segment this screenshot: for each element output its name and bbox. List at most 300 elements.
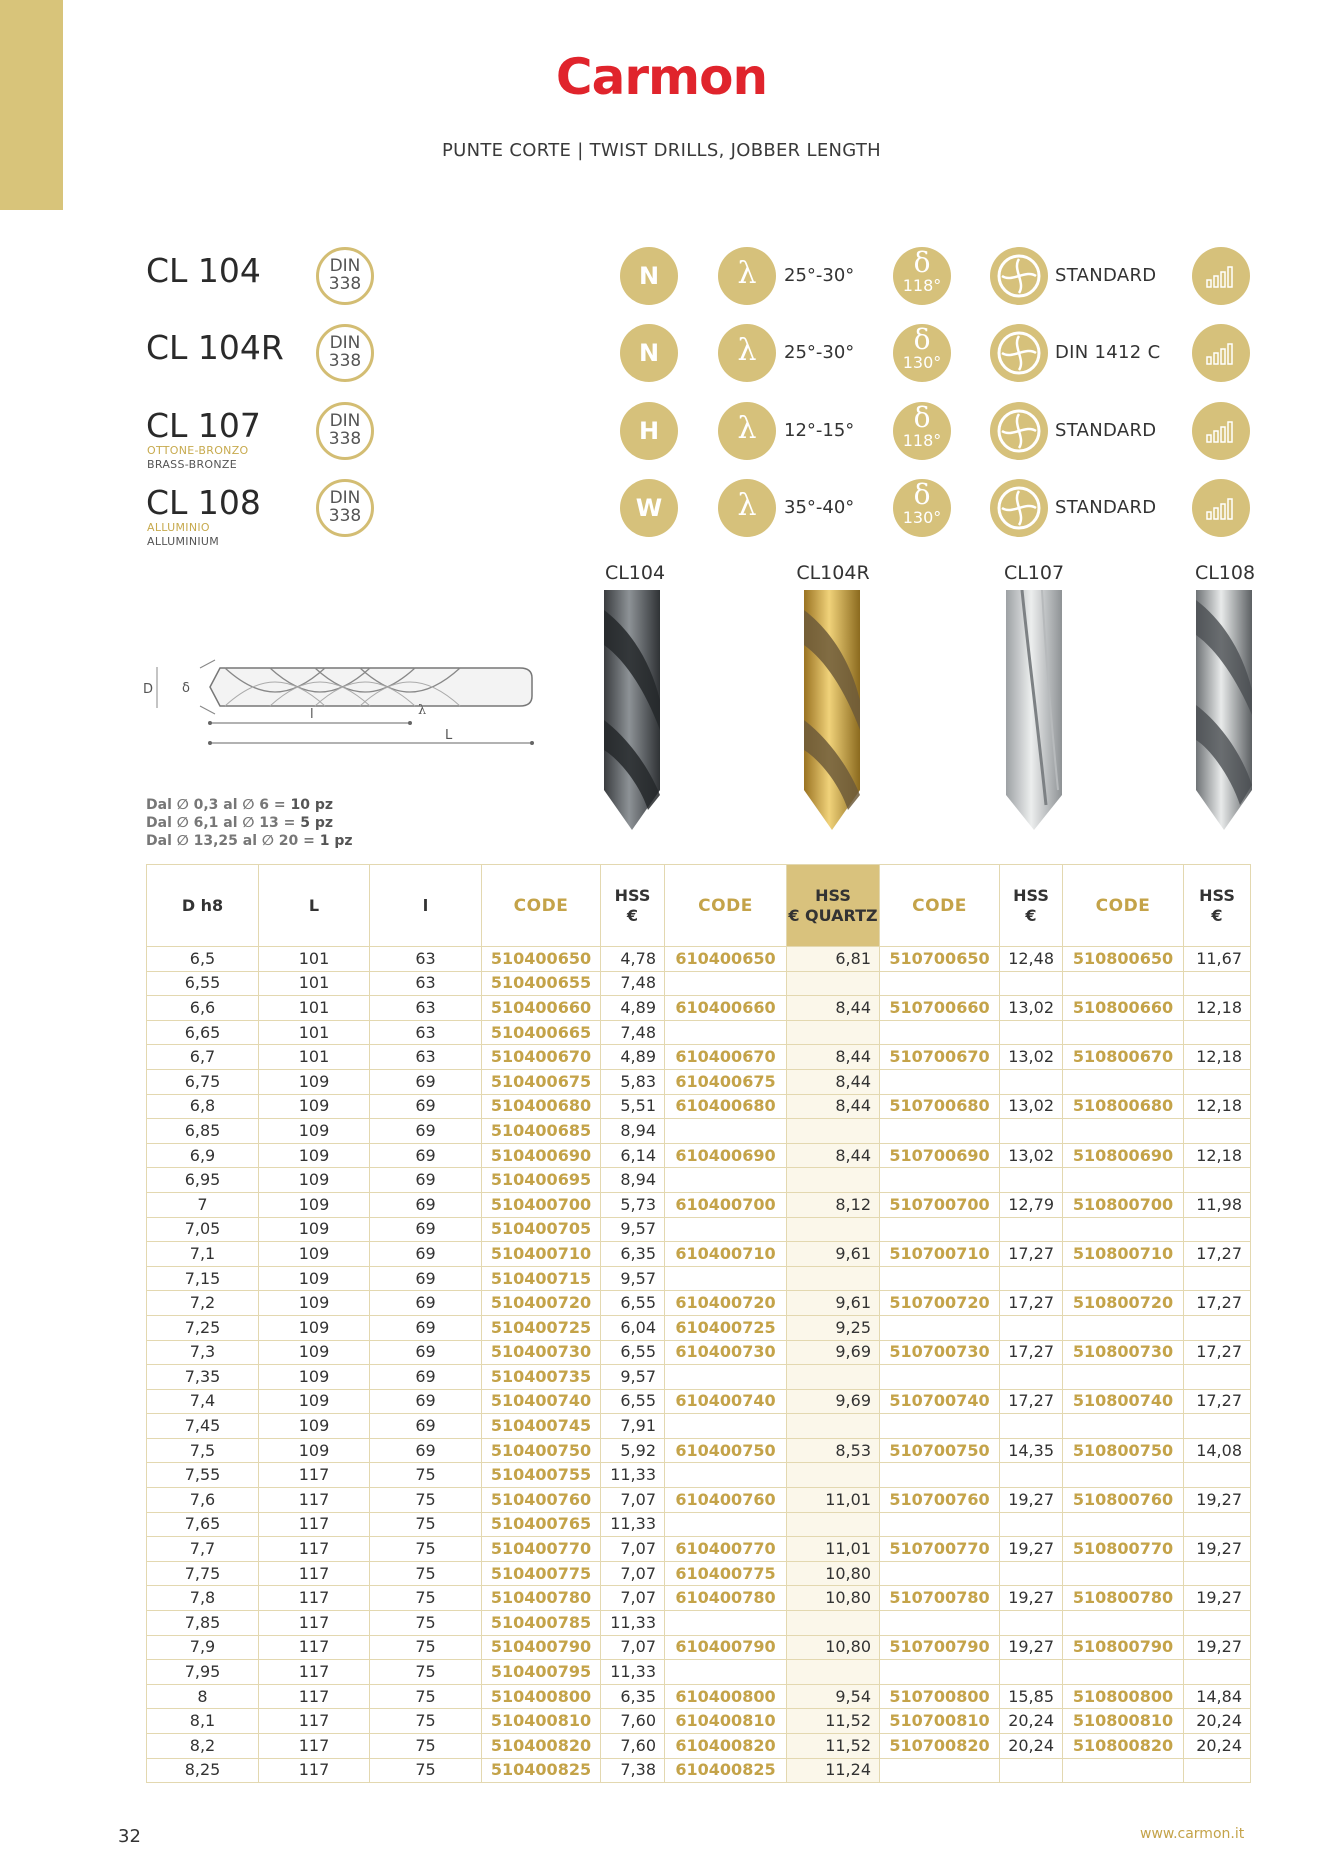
- table-cell: [1184, 1561, 1251, 1586]
- table-cell: 7,7: [147, 1537, 259, 1562]
- table-row: [147, 947, 1251, 972]
- table-cell: 6,5: [147, 947, 259, 972]
- table-cell: 610400750: [665, 1438, 787, 1463]
- table-cell: 510700770: [880, 1537, 1000, 1562]
- table-cell: [1063, 1414, 1184, 1439]
- table-row: [147, 1389, 1251, 1414]
- table-cell: 510800710: [1063, 1242, 1184, 1267]
- drill-image-cl107: [1002, 590, 1066, 830]
- table-cell: 8,53: [787, 1438, 880, 1463]
- table-cell: [880, 1168, 1000, 1193]
- table-row: [147, 1291, 1251, 1316]
- table-cell: 510700680: [880, 1094, 1000, 1119]
- table-cell: 109: [259, 1168, 370, 1193]
- product-application-en: BRASS-BRONZE: [147, 458, 237, 471]
- table-cell: 9,61: [787, 1291, 880, 1316]
- table-cell: 19,27: [1000, 1488, 1063, 1513]
- table-cell: 109: [259, 1266, 370, 1291]
- table-row: [147, 1266, 1251, 1291]
- table-cell: 8: [147, 1684, 259, 1709]
- table-cell: 13,02: [1000, 996, 1063, 1021]
- table-cell: [1184, 1217, 1251, 1242]
- table-cell: 510400790: [482, 1635, 601, 1660]
- table-cell: 20,24: [1000, 1734, 1063, 1759]
- drill-label-cl108: CL108: [1194, 562, 1256, 584]
- table-cell: 510400695: [482, 1168, 601, 1193]
- table-cell: 9,25: [787, 1315, 880, 1340]
- table-cell: 117: [259, 1684, 370, 1709]
- diagram-label-lambda: λ: [418, 703, 427, 718]
- table-cell: [880, 1020, 1000, 1045]
- table-cell: 117: [259, 1537, 370, 1562]
- table-cell: 610400800: [665, 1684, 787, 1709]
- table-cell: [1184, 1315, 1251, 1340]
- table-cell: [665, 971, 787, 996]
- bar-level-icon: [1192, 324, 1250, 382]
- table-cell: [880, 971, 1000, 996]
- table-cell: 7,05: [147, 1217, 259, 1242]
- table-cell: 20,24: [1000, 1709, 1063, 1734]
- table-cell: 69: [370, 1069, 482, 1094]
- drill-dimension-diagram: [140, 650, 550, 750]
- table-row: [147, 1758, 1251, 1783]
- table-row: [147, 1561, 1251, 1586]
- table-cell: 5,51: [601, 1094, 665, 1119]
- table-cell: [1000, 1217, 1063, 1242]
- table-cell: 7,35: [147, 1365, 259, 1390]
- table-cell: 4,78: [601, 947, 665, 972]
- table-cell: 19,27: [1000, 1635, 1063, 1660]
- table-cell: 510400810: [482, 1709, 601, 1734]
- table-cell: 75: [370, 1488, 482, 1513]
- table-cell: [1184, 1463, 1251, 1488]
- table-cell: 510400750: [482, 1438, 601, 1463]
- table-cell: [665, 1365, 787, 1390]
- bar-level-icon: [1192, 247, 1250, 305]
- table-cell: 13,02: [1000, 1094, 1063, 1119]
- table-row: [147, 1365, 1251, 1390]
- table-cell: 610400740: [665, 1389, 787, 1414]
- table-cell: [1000, 1758, 1063, 1783]
- material-badge: W: [620, 479, 678, 537]
- table-cell: [1063, 1119, 1184, 1144]
- table-cell: [1000, 971, 1063, 996]
- table-cell: [665, 1020, 787, 1045]
- table-cell: [787, 1266, 880, 1291]
- table-cell: [1063, 1660, 1184, 1685]
- price-table: [146, 864, 1251, 1783]
- table-cell: 510700780: [880, 1586, 1000, 1611]
- table-cell: 8,94: [601, 1168, 665, 1193]
- drill-image-cl104: [600, 590, 664, 830]
- table-cell: 510700710: [880, 1242, 1000, 1267]
- product-name: CL 108: [146, 483, 261, 522]
- table-cell: [665, 1463, 787, 1488]
- table-cell: 69: [370, 1340, 482, 1365]
- table-cell: 610400760: [665, 1488, 787, 1513]
- table-cell: 69: [370, 1242, 482, 1267]
- header-code-cl104r: CODE: [665, 865, 787, 947]
- table-cell: 13,02: [1000, 1045, 1063, 1070]
- table-cell: 69: [370, 1192, 482, 1217]
- table-row: [147, 1734, 1251, 1759]
- table-cell: 610400790: [665, 1635, 787, 1660]
- table-cell: 75: [370, 1684, 482, 1709]
- table-cell: 7,9: [147, 1635, 259, 1660]
- table-cell: 7,25: [147, 1315, 259, 1340]
- table-cell: 510400795: [482, 1660, 601, 1685]
- table-row: [147, 996, 1251, 1021]
- table-cell: 17,27: [1184, 1242, 1251, 1267]
- product-application-it: ALLUMINIO: [147, 521, 210, 534]
- table-cell: [787, 1660, 880, 1685]
- table-cell: 510800700: [1063, 1192, 1184, 1217]
- table-cell: 6,35: [601, 1242, 665, 1267]
- table-cell: 510800720: [1063, 1291, 1184, 1316]
- table-cell: 7,91: [601, 1414, 665, 1439]
- table-cell: 14,84: [1184, 1684, 1251, 1709]
- table-row: [147, 1094, 1251, 1119]
- table-cell: 69: [370, 1119, 482, 1144]
- table-cell: [787, 971, 880, 996]
- table-cell: 8,44: [787, 996, 880, 1021]
- table-cell: 75: [370, 1758, 482, 1783]
- table-cell: 510700740: [880, 1389, 1000, 1414]
- table-cell: [787, 1365, 880, 1390]
- table-cell: 510400825: [482, 1758, 601, 1783]
- table-cell: 75: [370, 1660, 482, 1685]
- din-badge: DIN 338: [316, 324, 374, 382]
- table-cell: 510400775: [482, 1561, 601, 1586]
- table-cell: 510800660: [1063, 996, 1184, 1021]
- packaging-note-1: Dal ∅ 0,3 al ∅ 6 = 10 pz: [146, 797, 334, 813]
- table-cell: 610400660: [665, 996, 787, 1021]
- table-cell: 7,5: [147, 1438, 259, 1463]
- product-name: CL 104R: [146, 328, 284, 367]
- table-cell: 19,27: [1184, 1537, 1251, 1562]
- din-badge: DIN 338: [316, 247, 374, 305]
- table-cell: 510800670: [1063, 1045, 1184, 1070]
- table-cell: 7,07: [601, 1537, 665, 1562]
- table-cell: [1000, 1611, 1063, 1636]
- table-cell: 8,2: [147, 1734, 259, 1759]
- table-cell: [1063, 1217, 1184, 1242]
- table-cell: 8,1: [147, 1709, 259, 1734]
- table-cell: [880, 1069, 1000, 1094]
- table-cell: [880, 1119, 1000, 1144]
- table-cell: 117: [259, 1734, 370, 1759]
- bar-level-icon: [1192, 402, 1250, 460]
- website-link[interactable]: www.carmon.it: [1140, 1826, 1245, 1842]
- table-cell: [880, 1512, 1000, 1537]
- diagram-label-L: L: [445, 728, 453, 743]
- header-code-cl108: CODE: [1063, 865, 1184, 947]
- table-cell: 109: [259, 1365, 370, 1390]
- table-cell: 510400650: [482, 947, 601, 972]
- table-cell: 7,6: [147, 1488, 259, 1513]
- table-cell: 117: [259, 1635, 370, 1660]
- din-badge: DIN 338: [316, 402, 374, 460]
- table-row: [147, 1069, 1251, 1094]
- table-cell: [1184, 1020, 1251, 1045]
- table-row: [147, 1438, 1251, 1463]
- table-cell: 510400705: [482, 1217, 601, 1242]
- table-cell: [880, 1660, 1000, 1685]
- table-cell: 510400770: [482, 1537, 601, 1562]
- table-cell: [1063, 1315, 1184, 1340]
- table-cell: 20,24: [1184, 1734, 1251, 1759]
- table-cell: 63: [370, 996, 482, 1021]
- drill-label-cl107: CL107: [1003, 562, 1065, 584]
- table-cell: 69: [370, 1168, 482, 1193]
- table-cell: 510800750: [1063, 1438, 1184, 1463]
- table-cell: 510400780: [482, 1586, 601, 1611]
- table-cell: 7,48: [601, 971, 665, 996]
- table-row: [147, 1488, 1251, 1513]
- table-cell: 7,38: [601, 1758, 665, 1783]
- table-cell: 69: [370, 1094, 482, 1119]
- page-number: 32: [118, 1826, 141, 1847]
- table-cell: 75: [370, 1611, 482, 1636]
- table-cell: 9,61: [787, 1242, 880, 1267]
- table-cell: [1063, 1365, 1184, 1390]
- table-cell: 510800820: [1063, 1734, 1184, 1759]
- table-row: [147, 1242, 1251, 1267]
- table-cell: [787, 1217, 880, 1242]
- table-cell: [1184, 1758, 1251, 1783]
- table-cell: 109: [259, 1340, 370, 1365]
- table-row: [147, 1045, 1251, 1070]
- table-cell: 117: [259, 1660, 370, 1685]
- table-cell: 6,75: [147, 1069, 259, 1094]
- table-cell: 510400665: [482, 1020, 601, 1045]
- table-cell: 510400725: [482, 1315, 601, 1340]
- table-cell: 510400680: [482, 1094, 601, 1119]
- table-cell: 510400715: [482, 1266, 601, 1291]
- table-cell: 14,08: [1184, 1438, 1251, 1463]
- table-row: [147, 1315, 1251, 1340]
- helix-angle: 25°-30°: [784, 342, 855, 363]
- header-total-length: L: [259, 865, 370, 947]
- table-cell: 117: [259, 1561, 370, 1586]
- table-cell: 510800810: [1063, 1709, 1184, 1734]
- table-cell: 63: [370, 1045, 482, 1070]
- table-cell: 17,27: [1184, 1389, 1251, 1414]
- table-cell: 510700730: [880, 1340, 1000, 1365]
- table-cell: 510400690: [482, 1143, 601, 1168]
- table-cell: 75: [370, 1512, 482, 1537]
- table-cell: 109: [259, 1069, 370, 1094]
- table-row: [147, 1537, 1251, 1562]
- table-cell: 510700820: [880, 1734, 1000, 1759]
- table-cell: 610400670: [665, 1045, 787, 1070]
- table-cell: 11,01: [787, 1488, 880, 1513]
- table-cell: [880, 1611, 1000, 1636]
- table-cell: 510700650: [880, 947, 1000, 972]
- table-cell: 510700690: [880, 1143, 1000, 1168]
- table-cell: 6,81: [787, 947, 880, 972]
- table-row: [147, 1217, 1251, 1242]
- table-cell: 17,27: [1000, 1242, 1063, 1267]
- table-cell: [787, 1512, 880, 1537]
- helix-angle: 35°-40°: [784, 497, 855, 518]
- table-cell: 6,35: [601, 1684, 665, 1709]
- table-cell: [1063, 1069, 1184, 1094]
- table-cell: [880, 1561, 1000, 1586]
- table-cell: 12,18: [1184, 996, 1251, 1021]
- table-cell: 510400740: [482, 1389, 601, 1414]
- table-cell: [1000, 1069, 1063, 1094]
- header-hss-cl108: HSS €: [1184, 865, 1251, 947]
- table-cell: 510700810: [880, 1709, 1000, 1734]
- table-cell: 117: [259, 1758, 370, 1783]
- product-row: [0, 400, 1323, 471]
- table-cell: 109: [259, 1094, 370, 1119]
- table-cell: 19,27: [1000, 1586, 1063, 1611]
- table-cell: 510700760: [880, 1488, 1000, 1513]
- table-cell: 6,04: [601, 1315, 665, 1340]
- table-cell: 15,85: [1000, 1684, 1063, 1709]
- table-cell: 5,73: [601, 1192, 665, 1217]
- table-cell: 11,52: [787, 1734, 880, 1759]
- table-cell: 6,85: [147, 1119, 259, 1144]
- table-header-row: [147, 865, 1251, 947]
- table-cell: [1000, 1168, 1063, 1193]
- table-cell: 4,89: [601, 996, 665, 1021]
- table-row: [147, 1611, 1251, 1636]
- table-cell: 6,55: [147, 971, 259, 996]
- point-type-label: DIN 1412 C: [1055, 342, 1161, 363]
- header-hss-cl104: HSS €: [601, 865, 665, 947]
- table-cell: 510400660: [482, 996, 601, 1021]
- table-cell: 510400765: [482, 1512, 601, 1537]
- table-cell: 510800770: [1063, 1537, 1184, 1562]
- table-cell: 510400655: [482, 971, 601, 996]
- material-badge: H: [620, 402, 678, 460]
- table-cell: [1063, 1611, 1184, 1636]
- diagram-label-delta: δ: [182, 681, 190, 696]
- table-cell: 510400745: [482, 1414, 601, 1439]
- lambda-icon: λ: [718, 479, 776, 537]
- header-hss-quartz: HSS € QUARTZ: [787, 865, 880, 947]
- table-row: [147, 1512, 1251, 1537]
- drill-label-cl104: CL104: [604, 562, 666, 584]
- table-cell: [1000, 1561, 1063, 1586]
- table-cell: 69: [370, 1365, 482, 1390]
- point-angle-badge: δ 118°: [893, 402, 951, 460]
- table-cell: 12,18: [1184, 1143, 1251, 1168]
- table-cell: [1063, 1512, 1184, 1537]
- table-cell: 101: [259, 1045, 370, 1070]
- product-application-en: ALLUMINIUM: [147, 535, 220, 548]
- table-cell: 7,95: [147, 1660, 259, 1685]
- table-cell: 610400810: [665, 1709, 787, 1734]
- table-cell: 109: [259, 1291, 370, 1316]
- table-cell: 510800680: [1063, 1094, 1184, 1119]
- product-row: [0, 322, 1323, 386]
- table-cell: 510400735: [482, 1365, 601, 1390]
- table-row: [147, 1020, 1251, 1045]
- table-row: [147, 1709, 1251, 1734]
- packaging-note-2: Dal ∅ 6,1 al ∅ 13 = 5 pz: [146, 815, 334, 831]
- table-cell: [1000, 1512, 1063, 1537]
- point-type-label: STANDARD: [1055, 497, 1157, 518]
- table-cell: 63: [370, 947, 482, 972]
- table-cell: 11,33: [601, 1512, 665, 1537]
- table-cell: [665, 1611, 787, 1636]
- table-cell: 17,27: [1184, 1291, 1251, 1316]
- helix-angle: 12°-15°: [784, 420, 855, 441]
- table-cell: 510700800: [880, 1684, 1000, 1709]
- drill-image-cl104r: [800, 590, 864, 830]
- table-cell: 7,60: [601, 1734, 665, 1759]
- bar-level-icon: [1192, 479, 1250, 537]
- table-cell: 9,69: [787, 1340, 880, 1365]
- table-cell: 6,9: [147, 1143, 259, 1168]
- table-cell: 9,69: [787, 1389, 880, 1414]
- table-cell: 510400785: [482, 1611, 601, 1636]
- table-cell: [1184, 1414, 1251, 1439]
- page-subtitle: PUNTE CORTE | TWIST DRILLS, JOBBER LENGTH: [441, 140, 882, 161]
- table-row: [147, 1192, 1251, 1217]
- product-application-it: OTTONE-BRONZO: [147, 444, 249, 457]
- table-cell: [1063, 1463, 1184, 1488]
- table-cell: 7,07: [601, 1635, 665, 1660]
- table-cell: 8,25: [147, 1758, 259, 1783]
- table-cell: 10,80: [787, 1586, 880, 1611]
- header-diameter: D h8: [147, 865, 259, 947]
- table-cell: 510800690: [1063, 1143, 1184, 1168]
- table-cell: 510700670: [880, 1045, 1000, 1070]
- table-cell: [880, 1266, 1000, 1291]
- point-type-icon: [990, 324, 1048, 382]
- point-angle-badge: δ 118°: [893, 247, 951, 305]
- product-name: CL 107: [146, 406, 261, 445]
- table-cell: [1000, 1414, 1063, 1439]
- table-cell: 12,48: [1000, 947, 1063, 972]
- table-cell: 117: [259, 1611, 370, 1636]
- table-cell: 8,94: [601, 1119, 665, 1144]
- table-cell: 7,65: [147, 1512, 259, 1537]
- table-cell: 7,48: [601, 1020, 665, 1045]
- table-cell: [787, 1119, 880, 1144]
- table-cell: 510400685: [482, 1119, 601, 1144]
- table-cell: 69: [370, 1291, 482, 1316]
- table-row: [147, 1119, 1251, 1144]
- table-cell: 510700750: [880, 1438, 1000, 1463]
- table-cell: 109: [259, 1143, 370, 1168]
- table-cell: 510400820: [482, 1734, 601, 1759]
- table-cell: 69: [370, 1143, 482, 1168]
- table-cell: 109: [259, 1242, 370, 1267]
- table-cell: 6,6: [147, 996, 259, 1021]
- table-cell: [1184, 1512, 1251, 1537]
- table-cell: 69: [370, 1315, 482, 1340]
- point-angle-badge: δ 130°: [893, 479, 951, 537]
- table-cell: 510400710: [482, 1242, 601, 1267]
- point-type-label: STANDARD: [1055, 265, 1157, 286]
- table-cell: 510800730: [1063, 1340, 1184, 1365]
- table-cell: 510700660: [880, 996, 1000, 1021]
- table-cell: 510400800: [482, 1684, 601, 1709]
- table-cell: 7,07: [601, 1488, 665, 1513]
- table-cell: [1184, 1660, 1251, 1685]
- table-cell: 610400825: [665, 1758, 787, 1783]
- table-cell: 6,7: [147, 1045, 259, 1070]
- table-cell: 610400780: [665, 1586, 787, 1611]
- table-cell: 7,07: [601, 1586, 665, 1611]
- product-row: [0, 477, 1323, 548]
